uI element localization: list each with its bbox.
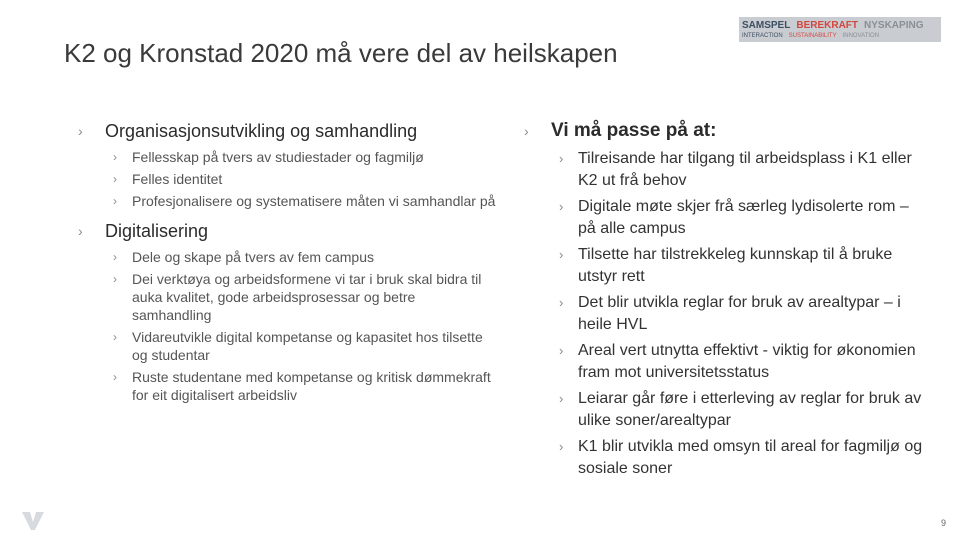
list-item-text: Tilreisande har tilgang til arbeidsplass i K1 eller K2 ut frå behov <box>578 150 912 189</box>
chevron-right-icon: › <box>113 370 117 384</box>
list-item-text: Felles identitet <box>132 171 223 187</box>
left-bullet-list <box>78 120 498 404</box>
logo-sub-innovation: INNOVATION <box>842 32 880 39</box>
sub-bullet-list <box>105 148 498 210</box>
list-item-text: K1 blir utvikla med omsyn til areal for fagmiljø og sosiale soner <box>578 438 923 477</box>
left-column <box>78 120 498 414</box>
list-item <box>105 170 498 188</box>
section-heading: Vi må passe på at: <box>551 120 717 141</box>
chevron-right-icon: › <box>113 172 117 186</box>
section-digitalisering <box>78 220 498 404</box>
list-item-text: Fellesskap på tvers av studiestader og fagmiljø <box>132 149 424 165</box>
list-item-text: Dei verktøya og arbeidsformene vi tar i bruk skal bidra til auka kvalitet, gode arbeidsprosessar og betre samhandling <box>132 271 482 323</box>
list-item <box>551 292 924 336</box>
chevron-right-icon: › <box>113 150 117 164</box>
chevron-right-icon: › <box>559 439 564 454</box>
chevron-right-icon: › <box>559 295 564 310</box>
sub-bullet-list <box>105 248 498 404</box>
logo-word-berekraft: BEREKRAFT <box>796 19 859 31</box>
list-item-text: Profesjonalisere og systematisere måten vi samhandlar på <box>132 193 496 209</box>
list-item-text: Vidareutvikle digital kompetanse og kapasitet hos tilsette og studentar <box>132 329 483 363</box>
logo-sub-interaction: INTERACTION <box>742 32 783 39</box>
logo-word-samspel: SAMSPEL <box>742 19 791 31</box>
chevron-right-icon: › <box>113 330 117 344</box>
list-item-text: Leiarar går føre i etterleving av reglar for bruk av ulike soner/arealtypar <box>578 390 922 429</box>
list-item <box>105 270 498 324</box>
logo-sub-sustainability: SUSTAINABILITY <box>788 32 837 39</box>
list-item-text: Areal vert utnytta effektivt - viktig for økonomien fram mot universitetsstatus <box>578 342 916 381</box>
list-item <box>105 192 498 210</box>
hvl-logo-icon <box>22 510 44 535</box>
logo-words <box>742 21 938 31</box>
chevron-right-icon: › <box>78 123 83 139</box>
logo-subwords <box>742 31 938 39</box>
list-item <box>105 368 498 404</box>
chevron-right-icon: › <box>559 199 564 214</box>
list-item <box>105 328 498 364</box>
chevron-right-icon: › <box>559 247 564 262</box>
chevron-right-icon: › <box>524 123 529 139</box>
list-item-text: Det blir utvikla reglar for bruk av arealtypar – i heile HVL <box>578 294 901 333</box>
chevron-right-icon: › <box>113 272 117 286</box>
right-bullet-list <box>524 120 924 480</box>
list-item-text: Ruste studentane med kompetanse og kritisk dømmekraft for eit digitalisert arbeidsliv <box>132 369 491 403</box>
samspel-logo <box>739 17 941 42</box>
sub-bullet-list <box>551 148 924 480</box>
list-item-text: Tilsette har tilstrekkeleg kunnskap til å bruke utstyr rett <box>578 246 893 285</box>
list-item <box>551 388 924 432</box>
chevron-right-icon: › <box>559 343 564 358</box>
chevron-right-icon: › <box>559 151 564 166</box>
chevron-right-icon: › <box>113 194 117 208</box>
list-item <box>551 340 924 384</box>
list-item <box>551 196 924 240</box>
chevron-right-icon: › <box>78 223 83 239</box>
list-item <box>105 148 498 166</box>
list-item-text: Dele og skape på tvers av fem campus <box>132 249 375 265</box>
list-item <box>551 436 924 480</box>
list-item-text: Digitale møte skjer frå særleg lydisolerte rom – på alle campus <box>578 198 909 237</box>
page-number: 9 <box>940 518 946 528</box>
list-item <box>551 148 924 192</box>
list-item <box>551 244 924 288</box>
slide-title: K2 og Kronstad 2020 må vere del av heilskapen <box>64 38 618 68</box>
section-heading: Digitalisering <box>105 221 209 241</box>
section-heading: Organisasjonsutvikling og samhandling <box>105 121 418 141</box>
section-vi-ma-passe-pa <box>524 120 924 480</box>
list-item <box>105 248 498 266</box>
right-column <box>524 120 924 490</box>
logo-word-nyskaping: NYSKAPING <box>864 19 924 31</box>
chevron-right-icon: › <box>559 391 564 406</box>
chevron-right-icon: › <box>113 250 117 264</box>
section-organisasjonsutvikling <box>78 120 498 210</box>
